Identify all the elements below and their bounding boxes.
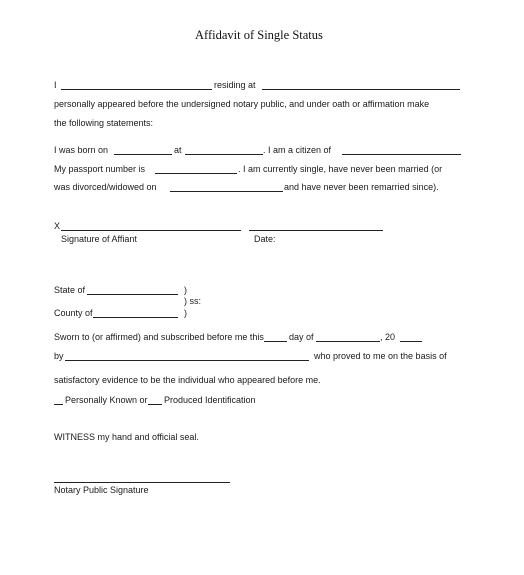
state-of-label: State of <box>54 285 86 295</box>
ss-label: ) ss: <box>184 296 201 306</box>
name-field[interactable] <box>61 89 212 90</box>
bracket: ) <box>184 285 187 295</box>
affiant-signature-label: Signature of Affiant <box>61 234 137 244</box>
state-field[interactable] <box>87 294 178 295</box>
affiant-date-field[interactable] <box>249 230 383 231</box>
affiant-signature-field[interactable] <box>61 230 241 231</box>
birth-date-field[interactable] <box>114 154 172 155</box>
passport-label: My passport number is <box>54 164 146 174</box>
personally-known-label: Personally Known or <box>65 395 148 405</box>
citizenship-field[interactable] <box>342 154 461 155</box>
produced-id-checkbox[interactable] <box>148 404 162 405</box>
personally-known-checkbox[interactable] <box>54 404 63 405</box>
statement-line: the following statements: <box>54 118 154 128</box>
witness-statement: WITNESS my hand and official seal. <box>54 432 199 442</box>
sworn-year-field[interactable] <box>400 341 422 342</box>
residing-at-label: residing at <box>214 80 256 90</box>
county-of-label: County of <box>54 308 93 318</box>
bracket: ) <box>184 308 187 318</box>
notary-signature-label: Notary Public Signature <box>54 485 149 495</box>
i-label: I <box>54 80 57 90</box>
single-statement: . I am currently single, have never been married (or <box>238 164 443 174</box>
sworn-by-name-field[interactable] <box>65 360 309 361</box>
statement-line: personally appeared before the undersigned notary public, and under oath or affirmation make <box>54 99 430 109</box>
residence-field[interactable] <box>262 89 460 90</box>
by-label: by <box>54 351 64 361</box>
who-proved-text: who proved to me on the basis of <box>314 351 447 361</box>
divorce-date-field[interactable] <box>170 191 283 192</box>
birth-place-field[interactable] <box>185 154 263 155</box>
produced-id-label: Produced Identification <box>164 395 256 405</box>
born-on-label: I was born on <box>54 145 109 155</box>
sworn-day-field[interactable] <box>264 341 287 342</box>
sworn-to-text: Sworn to (or affirmed) and subscribed before me this <box>54 332 264 342</box>
divorced-label: was divorced/widowed on <box>54 182 157 192</box>
sworn-month-field[interactable] <box>316 341 380 342</box>
satisfactory-evidence-text: satisfactory evidence to be the individual who appeared before me. <box>54 375 321 385</box>
year-prefix-label: , 20 <box>380 332 396 342</box>
passport-number-field[interactable] <box>155 173 237 174</box>
notary-signature-field[interactable] <box>54 482 230 483</box>
county-field[interactable] <box>93 317 178 318</box>
remarried-statement: and have never been remarried since). <box>284 182 439 192</box>
at-label: at <box>174 145 182 155</box>
signature-x-mark: X <box>54 221 61 231</box>
document-title: Affidavit of Single Status <box>195 28 323 42</box>
citizen-label: . I am a citizen of <box>263 145 332 155</box>
day-of-label: day of <box>289 332 314 342</box>
date-label: Date: <box>254 234 276 244</box>
